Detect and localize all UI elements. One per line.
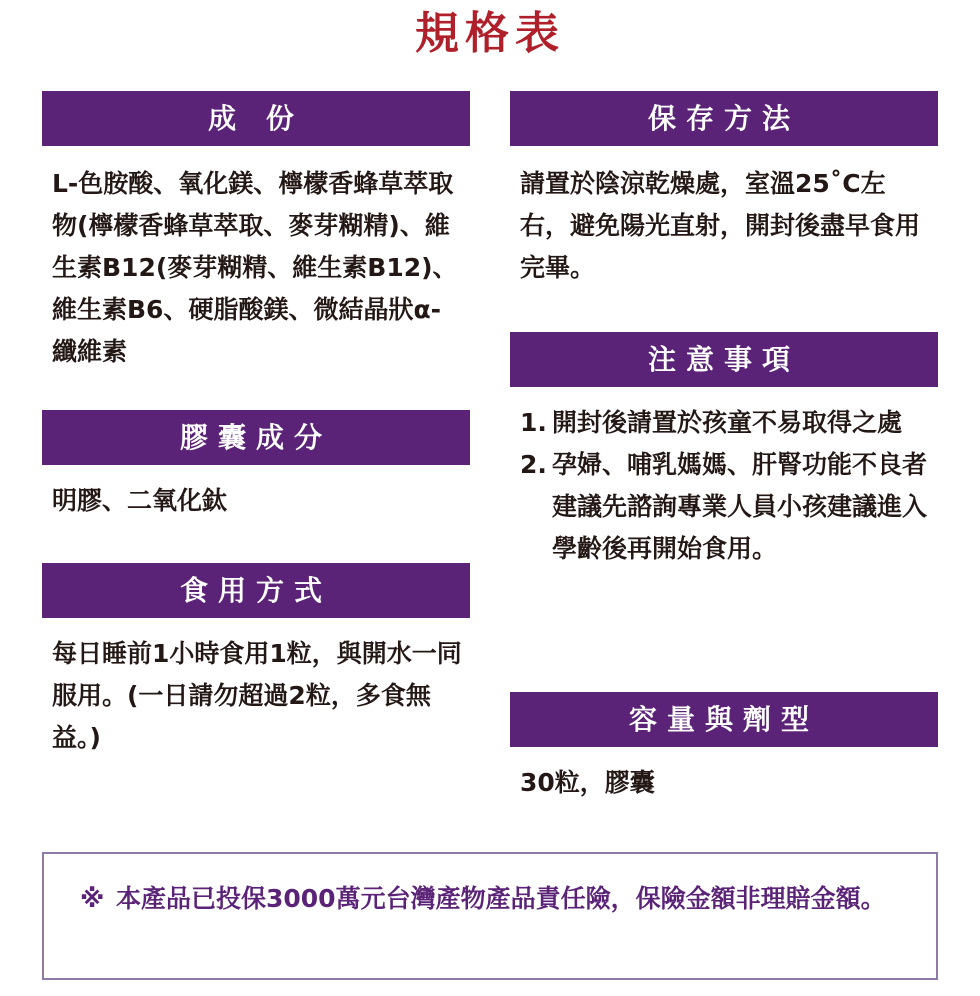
insurance-notice <box>42 852 938 980</box>
capacity-text: 30粒，膠囊 <box>520 768 655 797</box>
reference-mark-icon: ※ <box>80 884 105 913</box>
capsule-text: 明膠、二氧化鈦 <box>52 486 228 515</box>
list-item <box>520 444 932 570</box>
list-item <box>520 402 932 444</box>
capacity-heading: 容量與劑型 <box>510 692 938 747</box>
precautions-list <box>520 402 932 570</box>
list-item-text: 孕婦、哺乳媽媽、肝腎功能不良者建議先諮詢專業人員小孩建議進入學齡後再開始食用。 <box>552 450 928 563</box>
list-item-number: 1. <box>520 408 547 437</box>
list-item-text: 開封後請置於孩童不易取得之處 <box>552 408 903 437</box>
usage-text: 每日睡前1小時食用1粒，與開水一同服用。(一日請勿超過2粒，多食無益。) <box>52 639 462 752</box>
list-item-number: 2. <box>520 450 547 479</box>
capsule-heading: 膠囊成分 <box>42 410 470 465</box>
ingredients-text: L-色胺酸、氧化鎂、檸檬香蜂草萃取物(檸檬香蜂草萃取、麥芽糊精)、維生素B12(麥芽糊精、維生素B12)、維生素B6、硬脂酸鎂、微結晶狀α-纖維素 <box>52 169 458 366</box>
storage-text: 請置於陰涼乾燥處，室溫25˚C左右，避免陽光直射，開封後盡早食用完畢。 <box>520 169 921 282</box>
notice-text: 本產品已投保3000萬元台灣產物產品責任險，保險金額非理賠金額。 <box>116 884 886 913</box>
precautions-heading: 注意事項 <box>510 332 938 387</box>
storage-heading: 保存方法 <box>510 91 938 146</box>
ingredients-heading: 成 份 <box>42 91 470 146</box>
usage-heading: 食用方式 <box>42 563 470 618</box>
page-title: 規格表 <box>415 8 565 59</box>
